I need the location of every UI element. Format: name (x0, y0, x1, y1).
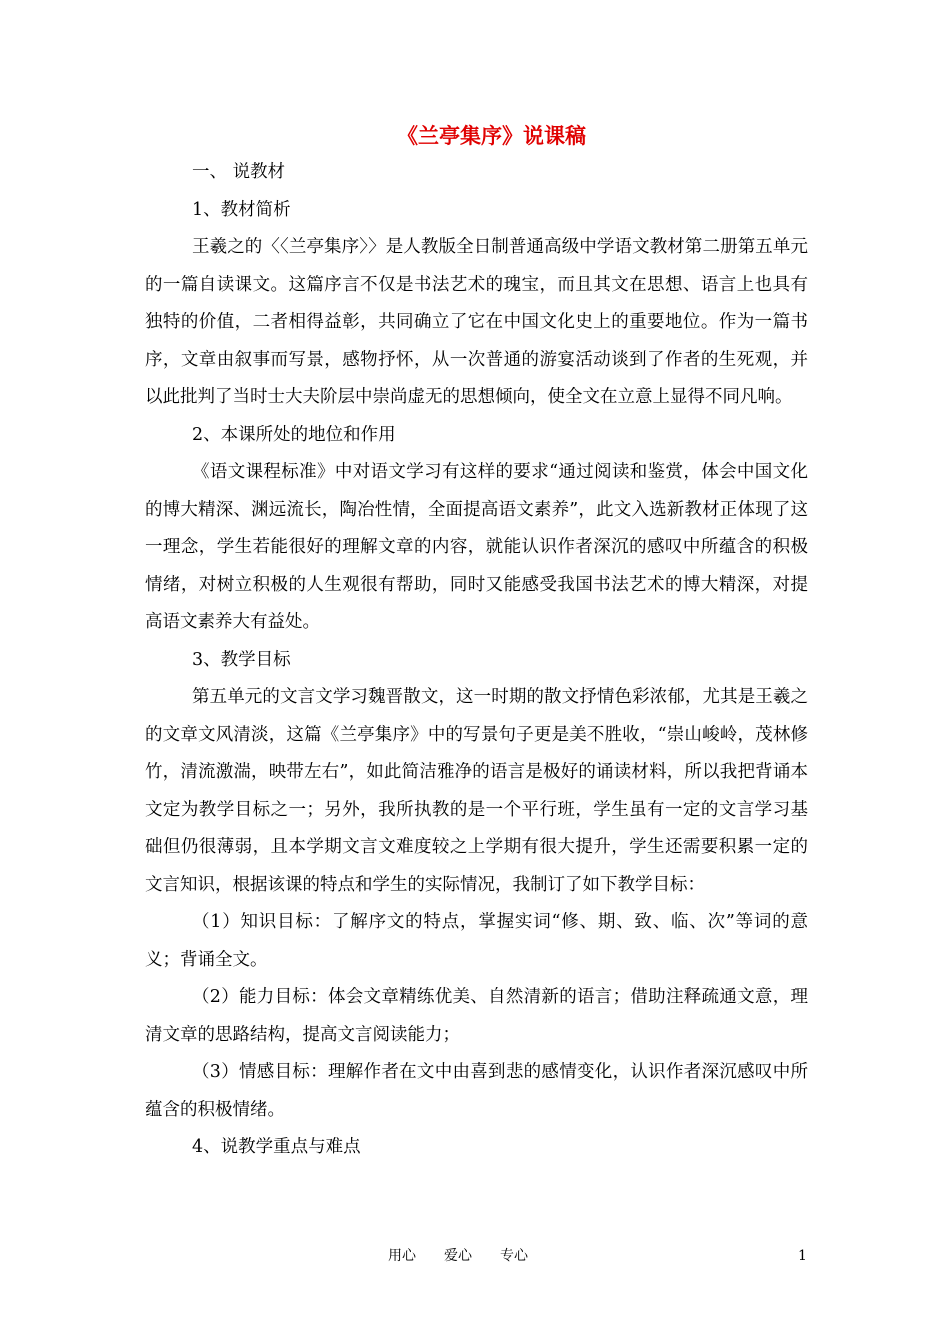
subheading-key-points: 4、说教学重点与难点 (192, 1137, 361, 1157)
footer-motto: 用心 爱心 专心 (388, 1248, 528, 1264)
goal-knowledge: （1）知识目标：了解序文的特点，掌握实词“修、期、致、临、次”等词的意义；背诵全文。 (145, 912, 808, 970)
subheading-lesson-position: 2、本课所处的地位和作用 (192, 424, 396, 445)
goal-ability: （2）能力目标：体会文章精练优美、自然清新的语言；借助注释疏通文意，理清文章的思路结构，提高文言阅读能力； (145, 987, 808, 1045)
page-number: 1 (798, 1248, 807, 1264)
paragraph-textbook-analysis: 王羲之的〈〈兰亭集序〉〉是人教版全日制普通高级中学语文教材第二册第五单元的一篇自读课文。这篇序言不仅是书法艺术的瑰宝，而且其文在思想、语言上也具有独特的价值，二者相得益彰，共同确立了它在中国文化史上的重要地位。作为一篇书序，文章由叙事而写景，感物抒怀，从一次普通的游宴活动谈到了作者的生死观，并以此批判了当时士大夫阶层中崇尚虚无的思想倾向，使全文在立意上显得不同凡响。 (145, 237, 808, 407)
paragraph-teaching-goals: 第五单元的文言文学习魏晋散文，这一时期的散文抒情色彩浓郁，尤其是王羲之的文章文风清淡，这篇《兰亭集序》中的写景句子更是美不胜收，“崇山峻岭，茂林修竹，清流激湍，映带左右”，如此简洁雅净的语言是极好的诵读材料，所以我把背诵本文定为教学目标之一；另外，我所执教的是一个平行班，学生虽有一定的文言学习基础但仍很薄弱，且本学期文言文难度较之上学期有很大提升，学生还需要积累一定的文言知识，根据该课的特点和学生的实际情况，我制订了如下教学目标： (145, 687, 808, 895)
paragraph-lesson-position: 《语文课程标准》中对语文学习有这样的要求“通过阅读和鉴赏，体会中国文化的博大精深、渊远流长，陶冶性情，全面提高语文素养”，此文入选新教材正体现了这一理念，学生若能很好的理解文章的内容，就能认识作者深沉的感叹中所蕴含的积极情绪，对树立积极的人生观很有帮助，同时又能感受我国书法艺术的博大精深，对提高语文素养大有益处。 (145, 462, 808, 632)
document-body (145, 118, 808, 1167)
document-title: 《兰亭集序》说课稿 (397, 123, 586, 148)
subheading-textbook-analysis: 1、教材简析 (192, 199, 291, 220)
goal-emotion: （3）情感目标：理解作者在文中由喜到悲的感情变化，认识作者深沉感叹中所蕴含的积极情绪。 (145, 1062, 808, 1120)
subheading-teaching-goals: 3、教学目标 (192, 649, 291, 670)
section-heading-textbook: 一、 说教材 (192, 162, 286, 182)
